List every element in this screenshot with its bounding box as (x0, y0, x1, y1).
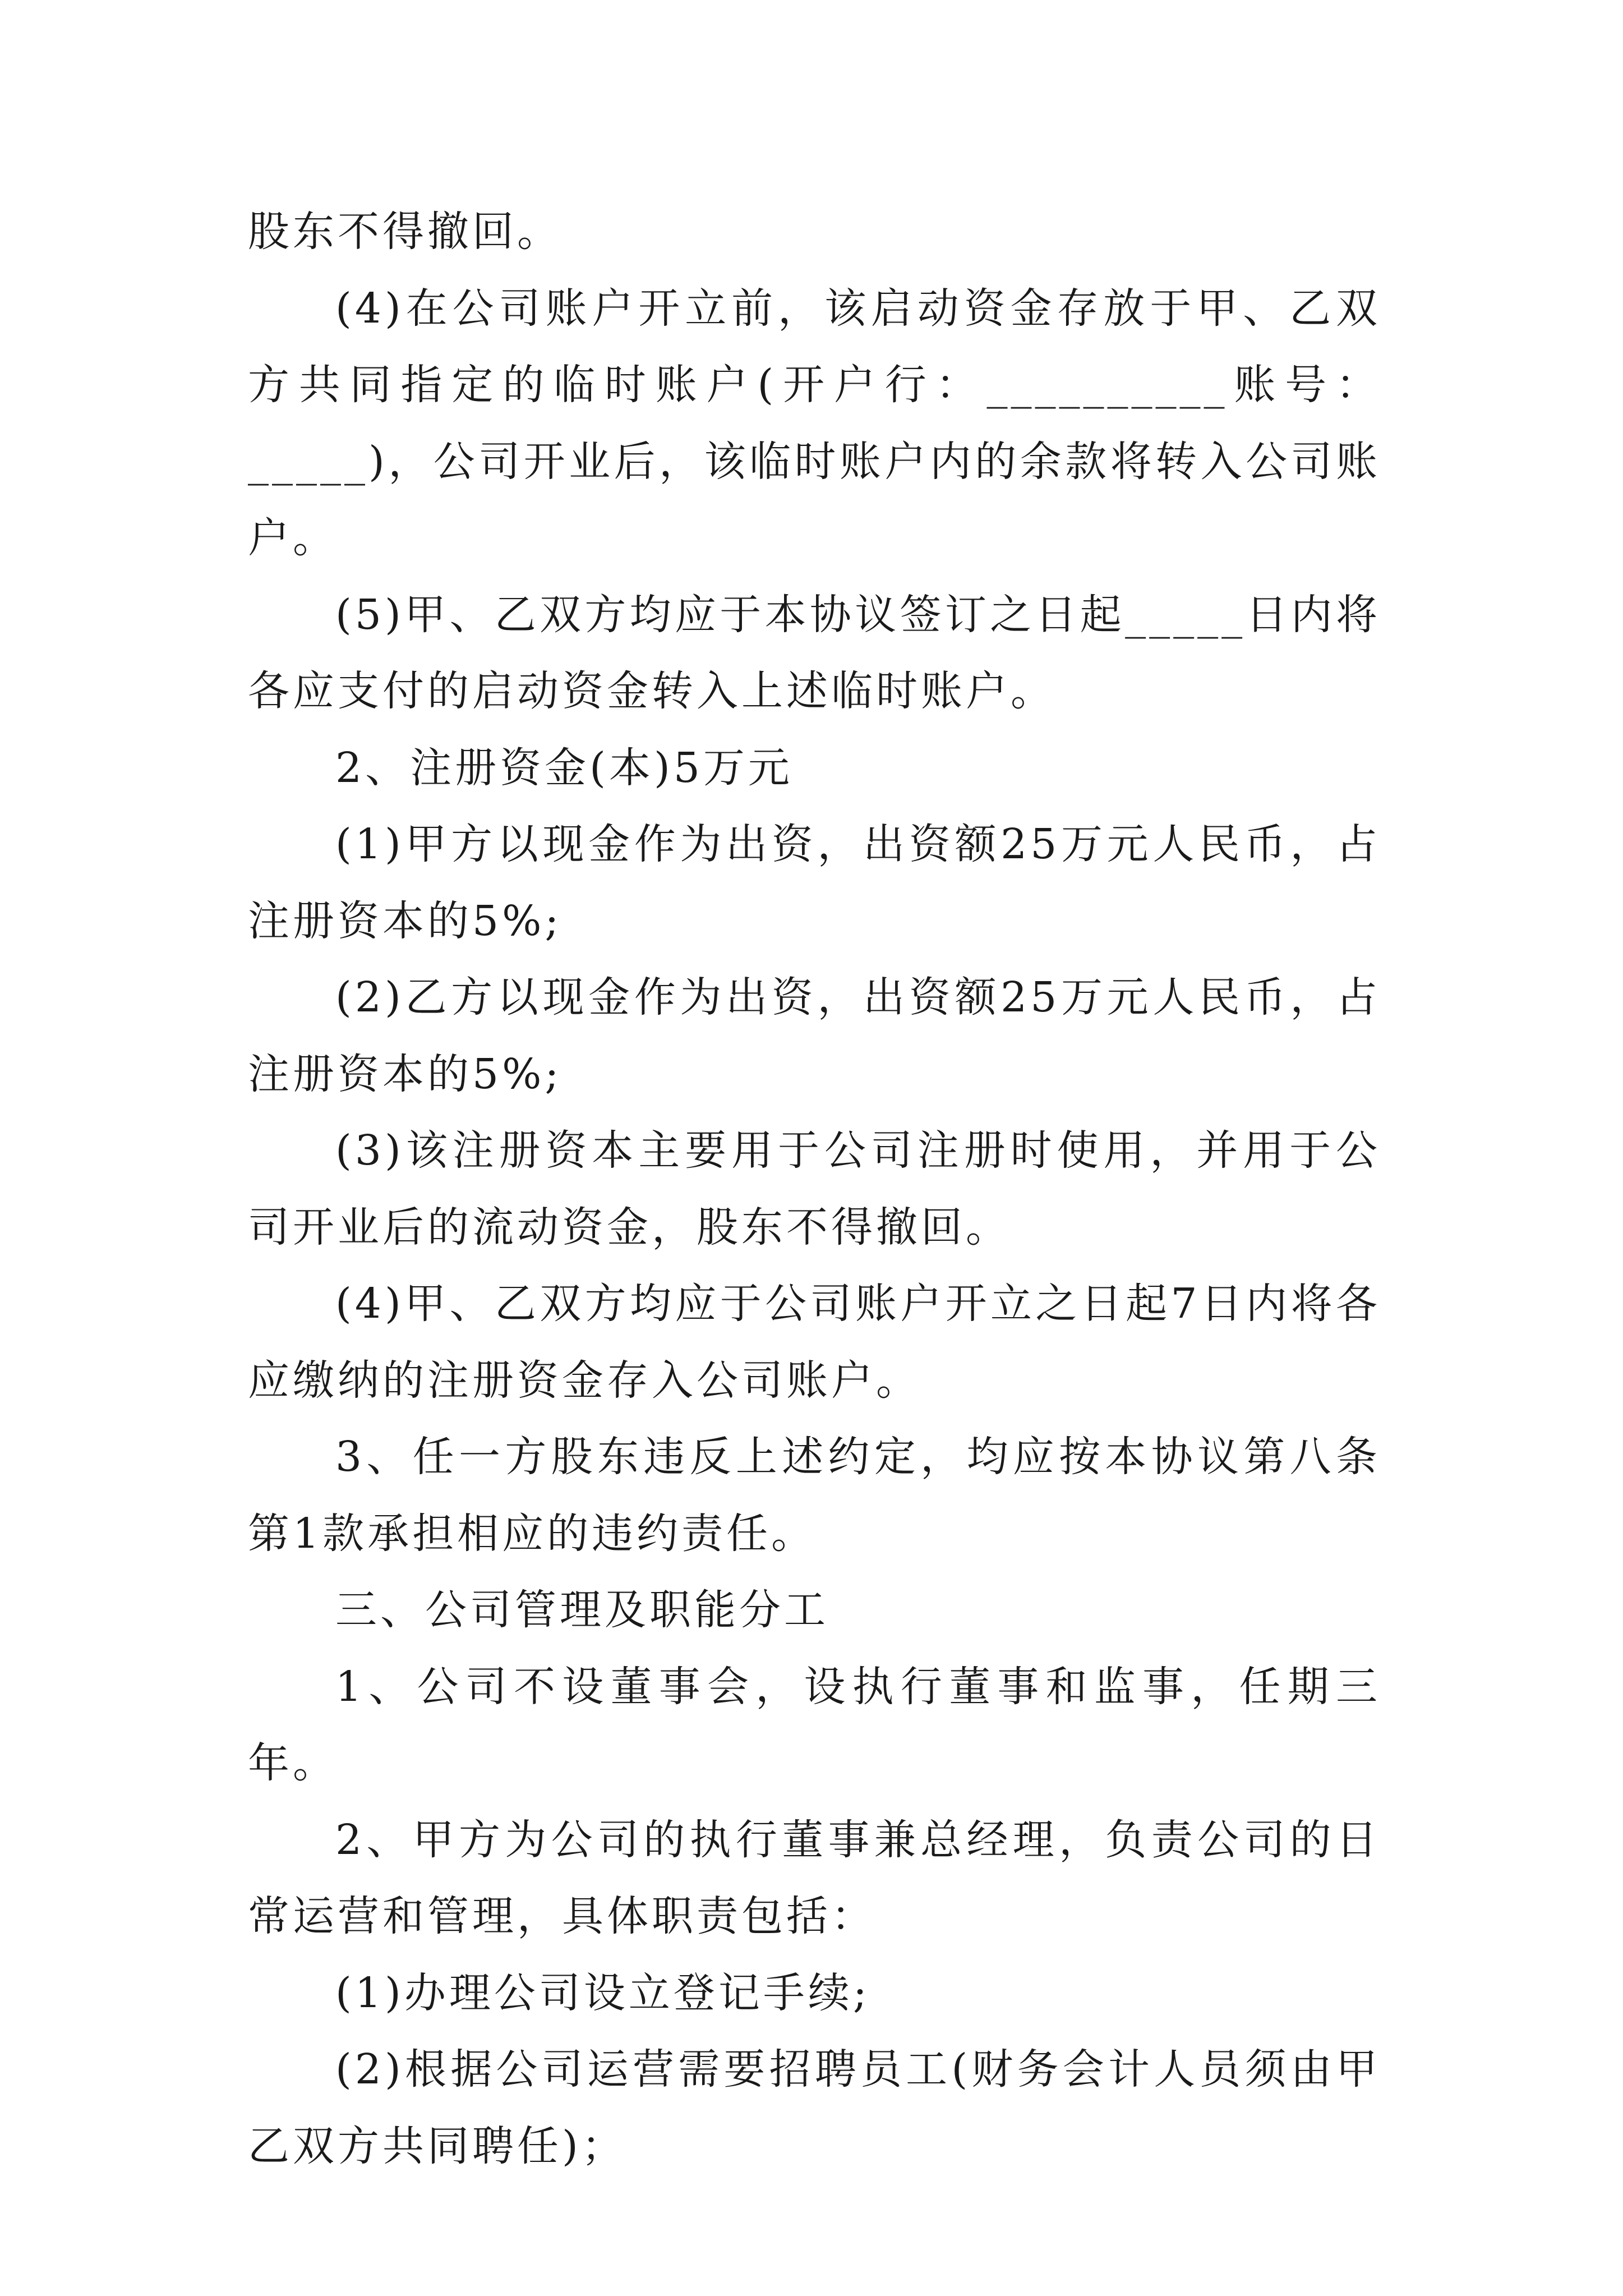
paragraph-board-structure: 1、公司不设董事会，设执行董事和监事，任期三年。 (248, 1662, 1381, 1787)
paragraph-item-1-party-a-contribution: (1)甲方以现金作为出资，出资额25万元人民币，占注册资本的5%; (248, 820, 1381, 945)
paragraph-party-a-duties: 2、甲方为公司的执行董事兼总经理，负责公司的日常运营和管理，具体职责包括： (248, 1815, 1381, 1940)
document-body (248, 194, 1381, 2184)
paragraph-continuation: 股东不得撤回。 (248, 208, 562, 256)
paragraph-duty-2-hiring: (2)根据公司运营需要招聘员工(财务会计人员须由甲乙双方共同聘任)； (248, 2045, 1381, 2170)
heading-management-division: 三、公司管理及职能分工 (335, 1586, 829, 1634)
paragraph-duty-1-registration: (1)办理公司设立登记手续; (335, 1968, 870, 2017)
paragraph-item-4-capital-deposit: (4)甲、乙双方均应于公司账户开立之日起7日内将各应缴纳的注册资金存入公司账户。 (248, 1280, 1381, 1405)
paragraph-item-2-party-b-contribution: (2)乙方以现金作为出资，出资额25万元人民币，占注册资本的5%; (248, 973, 1381, 1098)
paragraph-section-3-breach: 3、任一方股东违反上述约定，均应按本协议第八条第1款承担相应的违约责任。 (248, 1433, 1381, 1558)
paragraph-item-3-capital-usage: (3)该注册资本主要用于公司注册时使用，并用于公司开业后的流动资金，股东不得撤回。 (248, 1126, 1381, 1251)
paragraph-item-5-transfer-deadline: (5)甲、乙双方均应于本协议签订之日起_____日内将各应支付的启动资金转入上述临时账户。 (248, 590, 1381, 715)
paragraph-section-2-registered-capital: 2、注册资金(本)5万元 (335, 743, 793, 792)
paragraph-item-4-temp-account: (4)在公司账户开立前，该启动资金存放于甲、乙双方共同指定的临时账户(开户行：__________账号：_____)，公司开业后，该临时账户内的余款将转入公司账户。 (248, 284, 1381, 562)
